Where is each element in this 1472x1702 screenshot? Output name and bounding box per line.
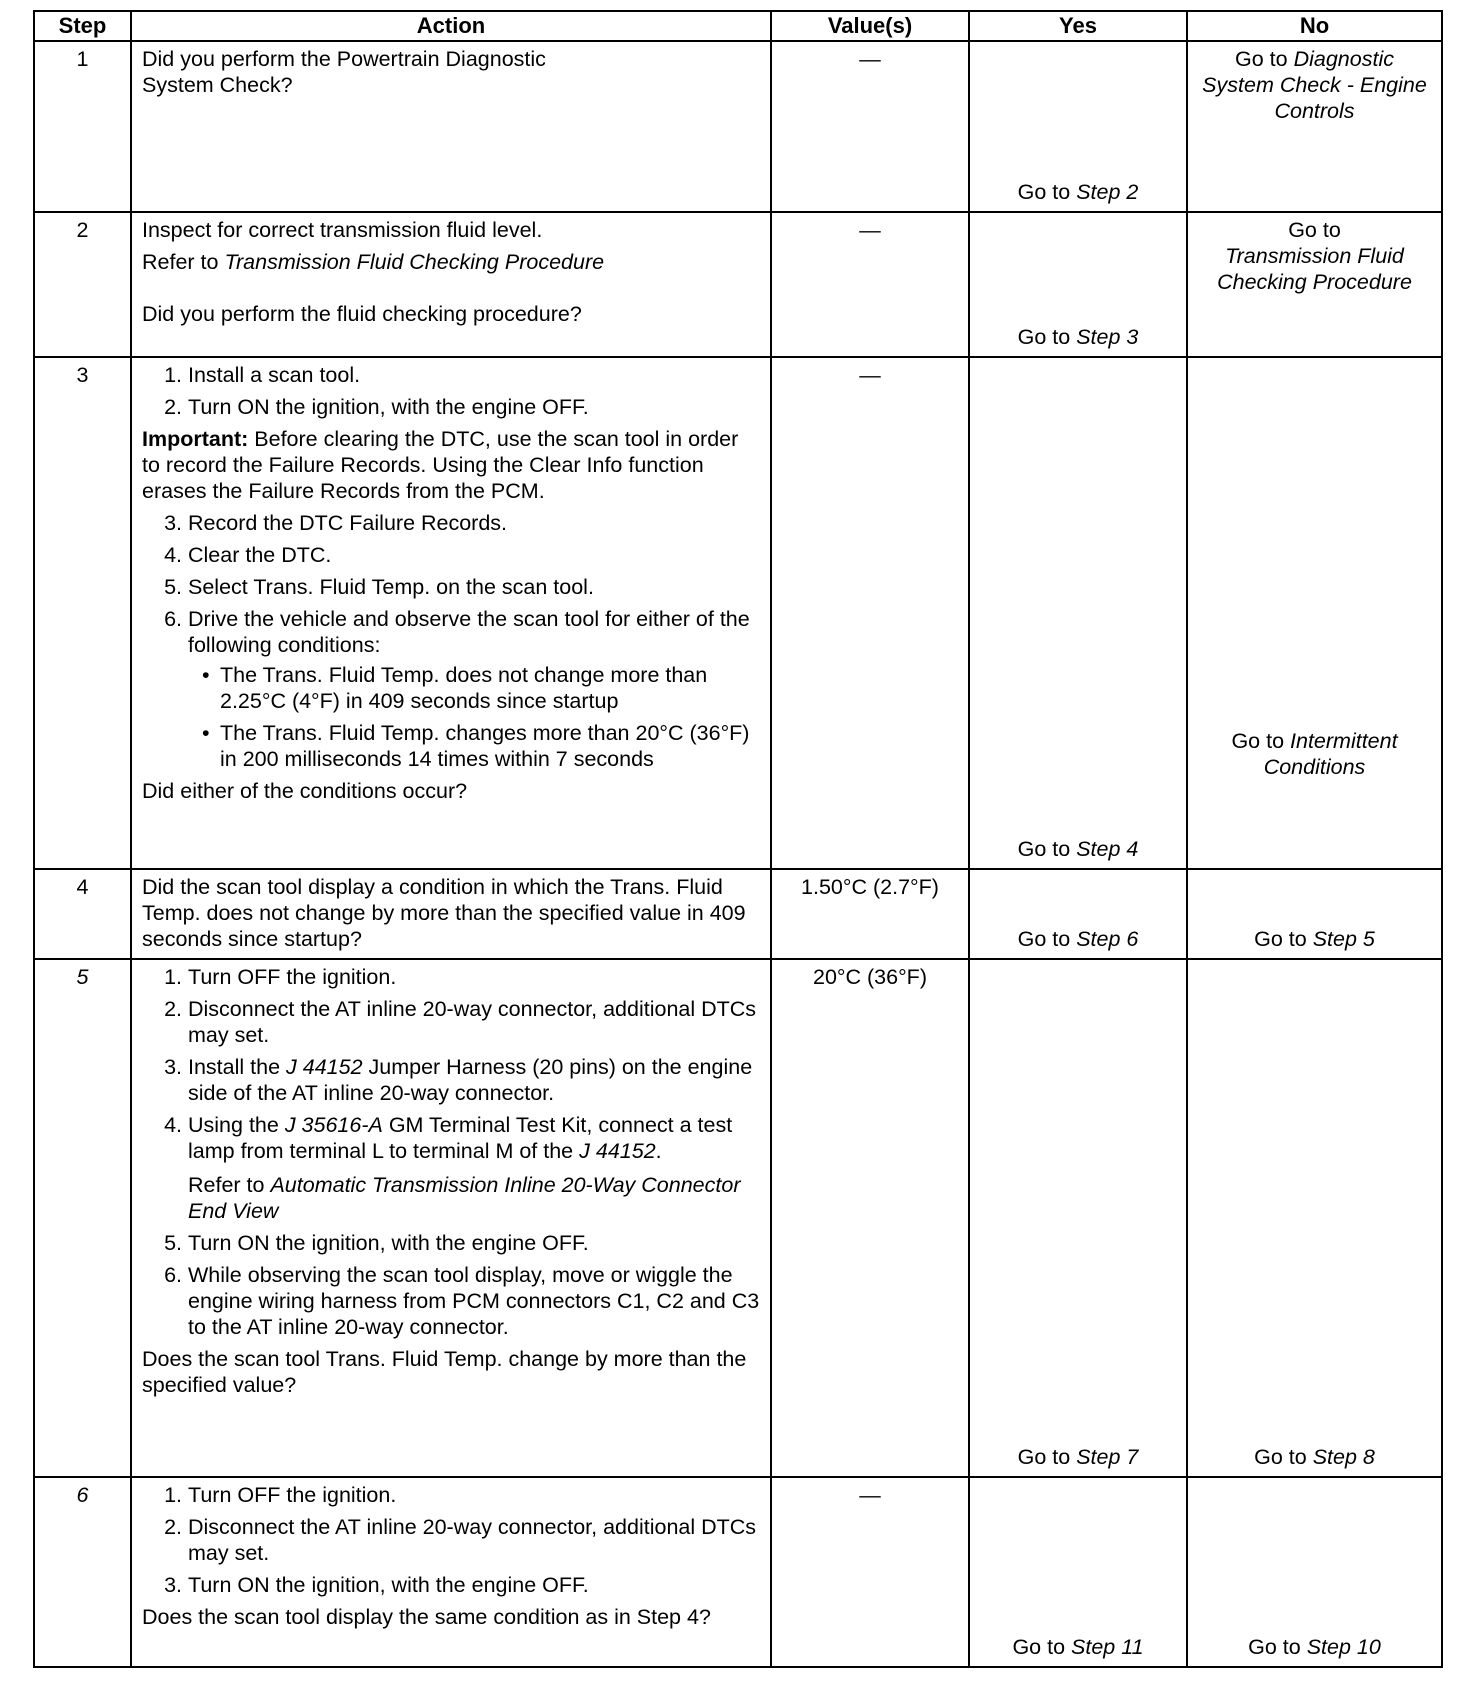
- refer-label: Refer to: [142, 250, 219, 274]
- step-number: 2: [34, 212, 131, 357]
- action-step: 5. Turn ON the ignition, with the engine OFF.: [188, 1230, 760, 1256]
- no-step-ref: Step 10: [1306, 1635, 1381, 1659]
- table-row-step-6: [34, 1477, 1442, 1667]
- goto-label: Go to: [1231, 729, 1285, 753]
- question-text: Does the scan tool Trans. Fluid Temp. change by more than the specified value?: [142, 1347, 747, 1397]
- table-row-step-1: [34, 41, 1442, 212]
- yes-step-ref: Step 4: [1076, 837, 1139, 861]
- action-steps: [142, 510, 760, 772]
- step-number: [34, 1477, 131, 1667]
- header-values: Value(s): [771, 11, 969, 41]
- action-text: Did you perform the Powertrain Diagnostic System Check?: [142, 47, 546, 97]
- goto-label: Go to: [1017, 927, 1071, 951]
- action-cell: [131, 41, 771, 212]
- no-cell: [1187, 869, 1442, 959]
- table-row-step-3: [34, 357, 1442, 869]
- action-cell: [131, 959, 771, 1477]
- no-link[interactable]: [1194, 728, 1435, 780]
- table-row-step-2: [34, 212, 1442, 357]
- question-text: Does the scan tool display the same condition as in Step 4?: [142, 1605, 711, 1629]
- header-row: [34, 11, 1442, 41]
- value-cell: 1.50°C (2.7°F): [771, 869, 969, 959]
- action-step: [188, 606, 760, 772]
- action-cell: [131, 357, 771, 869]
- no-link[interactable]: [1188, 1634, 1441, 1660]
- no-cell: [1187, 41, 1442, 212]
- question-text: Did either of the conditions occur?: [142, 779, 468, 803]
- goto-label: Go to: [1017, 1445, 1071, 1469]
- yes-step-ref: Step 7: [1076, 1445, 1139, 1469]
- step-number-text: 6: [76, 1483, 89, 1507]
- action-text: Did the scan tool display a condition in which the Trans. Fluid Temp. does not change by more than the specified value in 409 seconds since startup?: [142, 875, 746, 951]
- value-cell: —: [771, 41, 969, 212]
- tool-ref: J 35616-A: [284, 1113, 383, 1137]
- value-cell: —: [771, 1477, 969, 1667]
- step-number: [34, 959, 131, 1477]
- action-step: 3. Record the DTC Failure Records.: [188, 510, 760, 536]
- refer-link[interactable]: Transmission Fluid Checking Procedure: [224, 250, 605, 274]
- no-cell: [1187, 1477, 1442, 1667]
- header-step: Step: [34, 11, 131, 41]
- step-number: 1: [34, 41, 131, 212]
- yes-link[interactable]: [970, 1634, 1186, 1660]
- action-steps: [142, 964, 760, 1340]
- table-row-step-5: [34, 959, 1442, 1477]
- no-link[interactable]: [1198, 217, 1431, 295]
- action-step-text: Drive the vehicle and observe the scan tool for either of the following conditions:: [188, 607, 750, 657]
- yes-cell: [969, 41, 1187, 212]
- goto-label: Go to: [1017, 325, 1071, 349]
- no-link[interactable]: [1188, 1444, 1441, 1470]
- yes-cell: [969, 357, 1187, 869]
- yes-cell: [969, 869, 1187, 959]
- table-row-step-4: [34, 869, 1442, 959]
- important-label: Important:: [142, 427, 249, 451]
- no-step-ref: Step 5: [1312, 927, 1375, 951]
- yes-link[interactable]: [970, 324, 1186, 350]
- header-yes: Yes: [969, 11, 1187, 41]
- yes-step-ref: Step 6: [1076, 927, 1139, 951]
- yes-cell: [969, 959, 1187, 1477]
- step-number: 4: [34, 869, 131, 959]
- goto-label: Go to: [1254, 1445, 1307, 1469]
- action-step: 5. Select Trans. Fluid Temp. on the scan tool.: [188, 574, 760, 600]
- action-step: 2. Disconnect the AT inline 20-way connector, additional DTCs may set.: [188, 1514, 760, 1566]
- goto-label: Go to: [1254, 927, 1307, 951]
- action-cell: [131, 1477, 771, 1667]
- refer-label: Refer to: [188, 1173, 265, 1197]
- step-number-text: 5: [76, 965, 89, 989]
- important-note: [142, 426, 760, 504]
- no-step-ref: Step 8: [1312, 1445, 1375, 1469]
- action-step: 1. Turn OFF the ignition.: [188, 964, 760, 990]
- condition-list: [188, 662, 760, 772]
- yes-cell: [969, 1477, 1187, 1667]
- action-step: 4. Clear the DTC.: [188, 542, 760, 568]
- condition-item: • The Trans. Fluid Temp. does not change more than 2.25°C (4°F) in 409 seconds since startup: [220, 662, 760, 714]
- action-cell: [131, 212, 771, 357]
- goto-label: Go to: [1017, 180, 1071, 204]
- no-link-ref: Transmission Fluid Checking Procedure: [1217, 244, 1412, 294]
- goto-label: Go to: [1235, 47, 1288, 71]
- no-cell: [1187, 357, 1442, 869]
- action-step: 6. While observing the scan tool display, move or wiggle the engine wiring harness from PCM connectors C1, C2 and C3 to the AT inline 20-way connector.: [188, 1262, 760, 1340]
- yes-step-ref: Step 11: [1071, 1635, 1144, 1659]
- yes-link[interactable]: [970, 836, 1186, 862]
- action-text: Inspect for correct transmission fluid level.: [142, 218, 543, 242]
- no-cell: [1187, 212, 1442, 357]
- question-text: Did you perform the fluid checking procedure?: [142, 302, 582, 326]
- yes-link[interactable]: [970, 1444, 1186, 1470]
- action-cell: [131, 869, 771, 959]
- value-cell: —: [771, 212, 969, 357]
- goto-label: Go to: [1017, 837, 1071, 861]
- header-no: No: [1187, 11, 1442, 41]
- action-steps: [142, 362, 760, 420]
- value-cell: —: [771, 357, 969, 869]
- yes-cell: [969, 212, 1187, 357]
- yes-step-ref: Step 3: [1076, 325, 1139, 349]
- important-text: Before clearing the DTC, use the scan tool in order to record the Failure Records. Using the Clear Info function erases the Failure Records from the PCM.: [142, 427, 739, 503]
- refer-line: [142, 249, 760, 275]
- action-step: 1. Install a scan tool.: [188, 362, 760, 388]
- no-link[interactable]: [1198, 46, 1431, 124]
- refer-link[interactable]: Automatic Transmission Inline 20-Way Connector End View: [188, 1173, 741, 1223]
- header-action: Action: [131, 11, 771, 41]
- yes-link[interactable]: [970, 179, 1186, 205]
- condition-item: • The Trans. Fluid Temp. changes more than 20°C (36°F) in 200 milliseconds 14 times within 7 seconds: [220, 720, 760, 772]
- value-cell: 20°C (36°F): [771, 959, 969, 1477]
- no-cell: [1187, 959, 1442, 1477]
- goto-label: Go to: [1288, 218, 1341, 242]
- action-step: 1. Turn OFF the ignition.: [188, 1482, 760, 1508]
- action-step: 2. Turn ON the ignition, with the engine OFF.: [188, 394, 760, 420]
- goto-label: Go to: [1248, 1635, 1301, 1659]
- no-link[interactable]: [1188, 926, 1441, 952]
- action-step: 2. Disconnect the AT inline 20-way connector, additional DTCs may set.: [188, 996, 760, 1048]
- action-steps: [142, 1482, 760, 1598]
- no-link-ref: Intermittent Conditions: [1263, 729, 1398, 779]
- tool-ref: J 44152: [286, 1055, 363, 1079]
- yes-link[interactable]: [970, 926, 1186, 952]
- tool-ref: J 44152: [579, 1139, 656, 1163]
- action-step: 3. Turn ON the ignition, with the engine OFF.: [188, 1572, 760, 1598]
- refer-line: [188, 1172, 760, 1224]
- action-step: 3. Install the J 44152 Jumper Harness (20 pins) on the engine side of the AT inline 20-way connector.: [188, 1054, 760, 1106]
- step-number: 3: [34, 357, 131, 869]
- yes-step-ref: Step 2: [1076, 180, 1139, 204]
- action-step: 4. Using the J 35616-A GM Terminal Test Kit, connect a test lamp from terminal L to terminal M of the J 44152. Refer to Automatic Transmission Inline 20-Way Connector End View: [188, 1112, 760, 1224]
- goto-label: Go to: [1012, 1635, 1066, 1659]
- no-link-ref: Diagnostic System Check - Engine Controls: [1202, 47, 1427, 123]
- diagnostic-table: [33, 10, 1443, 1668]
